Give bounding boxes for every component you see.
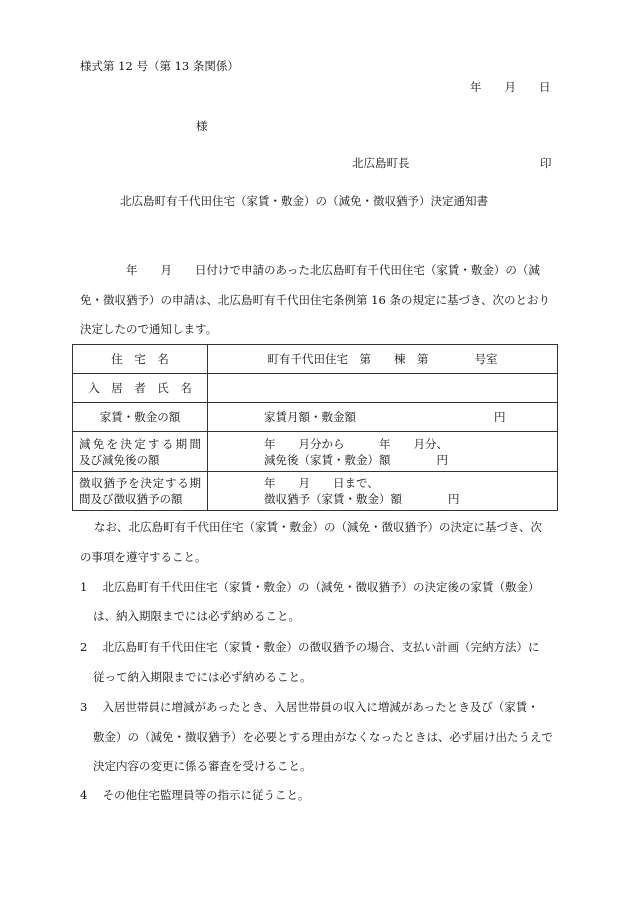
document-title: 北広島町有千代田住宅（家賃・敷金）の（減免・徴収猶予）決定通知書 — [120, 194, 488, 208]
table-row — [73, 374, 558, 403]
notes-intro-line-2: の事項を遵守すること。 — [80, 550, 207, 564]
table-row — [73, 432, 558, 472]
table-row — [73, 472, 558, 511]
deferral-period-value-line2: 徴収猶予（家賃・敷金）額 円 — [264, 492, 460, 506]
rent-deposit-label: 家賃・敷金の額 — [73, 403, 208, 432]
note-item-2-line-2: 従って納入期限までには必ず納めること。 — [93, 670, 312, 684]
reduction-period-value-line1: 年 月分から 年 月分、 — [264, 436, 448, 451]
deferral-period-value — [208, 472, 558, 511]
notes-intro-line-1: なお、北広島町有千代田住宅（家賃・敷金）の（減免・徴収猶予）の決定に基づき、次 — [94, 520, 543, 534]
rent-deposit-value: 家賃月額・敷金額 円 — [208, 403, 558, 432]
deferral-period-label-line1: 徴収猶予を決定する期 — [79, 476, 201, 490]
housing-name-label: 住 宅 名 — [73, 345, 208, 374]
seal-mark: 印 — [540, 156, 552, 170]
note-item-1-line-2: は、納入期限までには必ず納めること。 — [93, 609, 300, 623]
addressee-suffix: 様 — [196, 119, 208, 133]
intro-line-3: 決定したので通知します。 — [80, 322, 218, 336]
deferral-period-label-line2: 間及び徴収猶予の額 — [79, 492, 183, 506]
housing-name-value: 町有千代田住宅 第 棟 第 号室 — [208, 345, 558, 374]
deferral-period-value-line1: 年 月 日まで、 — [264, 476, 379, 490]
reduction-period-label — [73, 432, 208, 472]
issuer-name: 北広島町長 — [352, 156, 410, 170]
reduction-period-value — [208, 432, 558, 472]
note-item-1-line-1: 1 北広島町有千代田住宅（家賃・敷金）の（減免・徴収猶予）の決定後の家賃（敷金） — [80, 580, 540, 594]
note-item-2-line-1: 2 北広島町有千代田住宅（家賃・敷金）の徴収猶予の場合、支払い計画（完納方法）に — [80, 640, 540, 654]
note-item-4: 4 その他住宅監理員等の指示に従うこと。 — [80, 788, 310, 802]
reduction-period-label-line2: 及び減免後の額 — [79, 452, 160, 467]
note-item-3-line-1: 3 入居世帯員に増減があったとき、入居世帯員の収入に増減があったとき及び（家賃・ — [80, 700, 539, 714]
deferral-period-label — [73, 472, 208, 511]
table-row — [73, 345, 558, 374]
reduction-period-value-line2: 減免後（家賃・敷金）額 円 — [264, 452, 448, 467]
reduction-period-label-line1: 減免を決定する期間 — [79, 436, 201, 451]
resident-name-value — [208, 374, 558, 403]
decision-table — [72, 344, 558, 511]
note-item-3-line-3: 決定内容の変更に係る審査を受けること。 — [93, 759, 312, 773]
intro-line-1: 年 月 日付けで申請のあった北広島町有千代田住宅（家賃・敷金）の（減 — [126, 263, 540, 277]
resident-name-label: 入 居 者 氏 名 — [73, 374, 208, 403]
form-number: 様式第 12 号（第 13 条関係） — [80, 59, 239, 73]
note-item-3-line-2: 敷金）の（減免・徴収猶予）を必要とする理由がなくなったときは、必ず届け出たうえで — [93, 730, 553, 744]
intro-line-2: 免・徴収猶予）の申請は、北広島町有千代田住宅条例第 16 条の規定に基づき、次のとおり — [80, 293, 550, 307]
date-line: 年 月 日 — [470, 80, 551, 94]
table-row — [73, 403, 558, 432]
